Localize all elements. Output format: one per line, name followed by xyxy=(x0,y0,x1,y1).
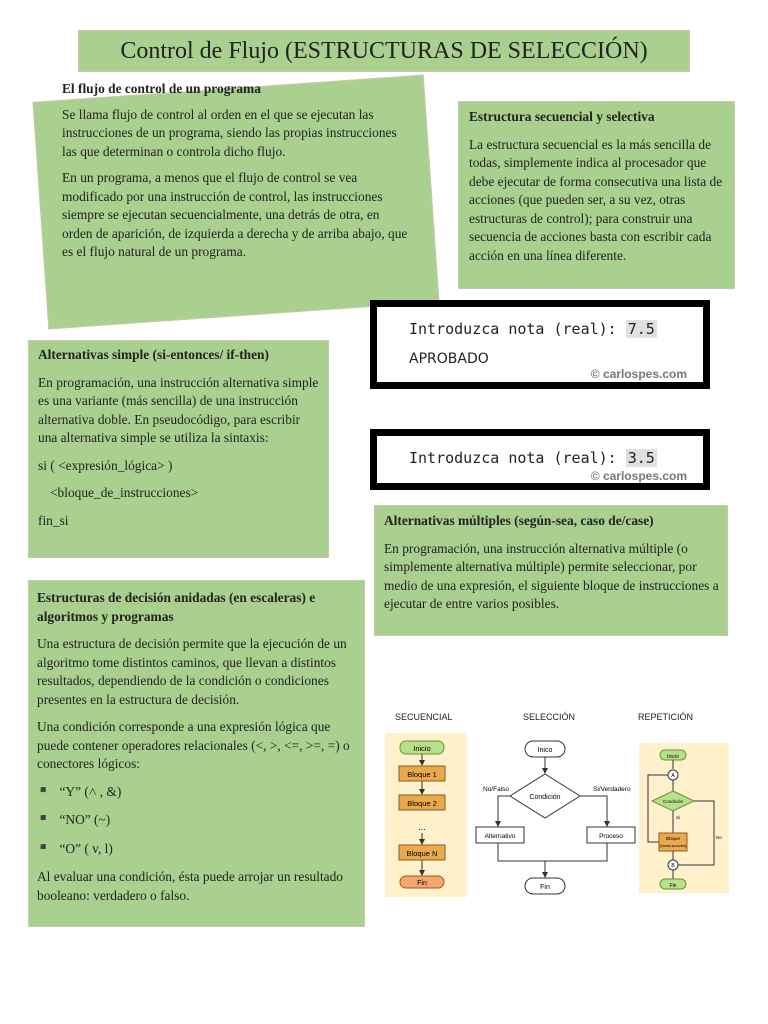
secuencial-background xyxy=(385,733,467,897)
alternativa-simple-heading: Alternativas simple (si-entonces/ if-then) xyxy=(38,347,269,362)
sel-end-label: Fin xyxy=(540,884,550,891)
list-item: ◾ “Y” (˄ , &) xyxy=(37,783,122,799)
flowchart-diagram xyxy=(380,705,732,905)
secuencial-box xyxy=(458,101,735,289)
flujo-control-paragraph-1: Se llama flujo de control al orden en el que se ejecutan las instrucciones de un programa, siendo las propias instrucciones las que determinan o controla dicho flujo. xyxy=(62,106,397,159)
repeticion-background xyxy=(639,743,729,893)
sel-no-label: No/Falso xyxy=(483,786,510,793)
code-line-fin-si: fin_si xyxy=(38,512,69,528)
console-value: 3.5 xyxy=(627,449,655,467)
alternativa-multiple-paragraph: En programación, una instrucción alternativa múltiple (o simplemente alternativa múltiple) permite seleccionar, por medio de una expresión, el siguiente bloque de instrucciones a ejecutar de entre varios posibles. xyxy=(384,540,719,611)
console-watermark: © carlospes.com xyxy=(590,469,687,483)
console-prompt: Introduzca nota (real): xyxy=(409,449,626,467)
console-output-nota xyxy=(370,429,710,490)
console-output-aprobado xyxy=(370,300,710,389)
secuencial-paragraph: La estructura secuencial es la más sencilla de todas, simplemente indica al procesador que debe ejecutar de forma consecutiva una lista de acciones (que pueden ser, a su vez, otras estructuras de control); para construir una secuencia de acciones basta con escribir cada acción en una línea diferente. xyxy=(469,136,723,263)
sel-proc-label: Proceso xyxy=(599,833,623,840)
decision-paragraph-1: Una estructura de decisión permite que la ejecución de un algoritmo tome distintos caminos, que llevan a distintos resultados, dependiendo de la condición o condiciones presentes en la estructura de decisión. xyxy=(37,636,347,707)
sel-start-label: Inico xyxy=(537,747,553,754)
alternativa-multiple-box xyxy=(374,505,728,636)
bullet-icon: ◾ xyxy=(37,841,50,853)
rep-block-sub-label: (Varias acciones) xyxy=(659,844,687,848)
seq-start-label: Inicio xyxy=(413,744,431,753)
col-repeticion-label: REPETICIÓN xyxy=(638,712,694,722)
seleccion-flowchart xyxy=(476,741,635,894)
seq-end-label: Fin xyxy=(417,880,427,887)
rep-si-label: Si xyxy=(676,815,681,820)
seq-dots: ... xyxy=(418,822,426,832)
rep-no-label: No xyxy=(716,835,722,840)
sel-alt-label: Alternativo xyxy=(484,833,516,840)
col-seleccion-label: SELECCIÓN xyxy=(523,712,576,722)
decision-paragraph-3: Al evaluar una condición, ésta puede arrojar un resultado booleano: verdadero o falso. xyxy=(37,869,344,903)
list-item: ◾ “NO” (~) xyxy=(37,812,111,827)
console-line-1 xyxy=(409,320,657,338)
sel-condition-label: Condición xyxy=(529,794,561,801)
sel-yes-label: Si/Verdadero xyxy=(593,786,631,793)
logical-connectors-list xyxy=(37,783,359,861)
console-prompt: Introduzca nota (real): xyxy=(409,320,626,338)
page-title: Control de Flujo (ESTRUCTURAS DE SELECCIÓN) xyxy=(78,30,690,72)
console-value: 7.5 xyxy=(627,320,655,338)
col-secuencial-label: SECUENCIAL xyxy=(395,712,453,722)
repeticion-flowchart xyxy=(639,743,729,893)
rep-block-label: Bloque xyxy=(665,836,681,841)
decision-anidada-heading: Estructuras de decisión anidadas (en escaleras) e algoritmos y programas xyxy=(37,590,316,624)
decision-anidada-box xyxy=(28,580,365,927)
rep-end-label: Fin xyxy=(669,883,677,889)
rep-condition-label: Condición xyxy=(662,799,684,804)
code-line-si: si ( <expresión_lógica> ) xyxy=(38,457,173,473)
seq-block-n-label: Bloque N xyxy=(406,849,438,858)
console-line-1 xyxy=(409,449,657,467)
seq-block-2-label: Bloque 2 xyxy=(407,799,437,808)
code-line-bloque: <bloque_de_instrucciones> xyxy=(50,485,199,500)
console-watermark: © carlospes.com xyxy=(590,367,687,381)
flujo-control-paragraph-2: En un programa, a menos que el flujo de control se vea modificado por una instrucción de control, las instrucciones siempre se ejecutan secuencialmente, una detrás de otra, en orden de aparición, de izquierda a derecha y de arriba abajo, que es el flujo natural de un programa. xyxy=(62,170,408,259)
list-item: ◾ “O” ( v, l) xyxy=(37,840,113,856)
secuencial-flowchart xyxy=(385,733,467,897)
alternativa-multiple-heading: Alternativas múltiples (según-sea, caso de/case) xyxy=(384,513,654,528)
seq-block-1-label: Bloque 1 xyxy=(407,770,437,779)
console-result: APROBADO xyxy=(409,351,489,367)
alternativa-simple-box xyxy=(28,340,329,558)
decision-paragraph-2: Una condición corresponde a una expresión lógica que puede contener operadores relacionales (<, >, <=, >=, =) o conectores lógicos: xyxy=(37,719,350,771)
flujo-control-heading: El flujo de control de un programa xyxy=(62,81,261,96)
secuencial-heading: Estructura secuencial y selectiva xyxy=(469,109,655,124)
rep-connector-a-label: A xyxy=(671,773,675,779)
rep-start-label: Inicio xyxy=(667,754,679,760)
bullet-icon: ◾ xyxy=(37,813,50,824)
flujo-control-section xyxy=(62,80,412,270)
alternativa-simple-paragraph: En programación, una instrucción alternativa simple es una variante (más sencilla) de una instrucción alternativa doble. En pseudocódigo, para escribir una alternativa simple se utiliza la sintaxis: xyxy=(38,374,319,445)
rep-connector-b-label: B xyxy=(671,863,675,869)
bullet-icon: ◾ xyxy=(37,784,50,796)
